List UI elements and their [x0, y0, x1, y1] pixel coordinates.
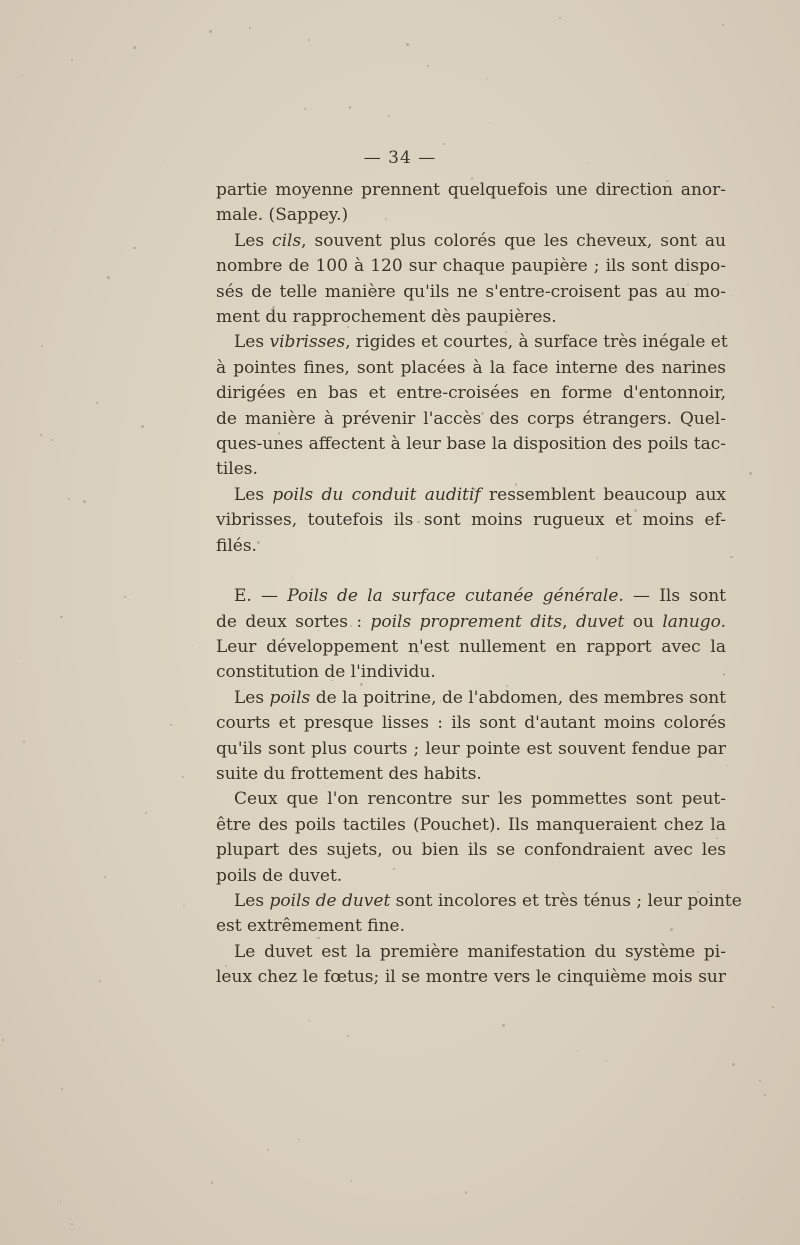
paper-speck	[249, 27, 251, 29]
text-line: est extrêmement fine.	[216, 916, 405, 937]
paper-speck	[298, 667, 300, 669]
paper-speck	[634, 509, 637, 512]
paper-speck	[182, 776, 184, 778]
paper-speck	[170, 724, 172, 726]
text-line: Le duvet est la première manifestation du système pi-	[234, 941, 726, 962]
text-line: qu'ils sont plus courts ; leur pointe est souvent fendue par	[216, 738, 726, 759]
paper-speck	[129, 599, 130, 600]
text-line: courts et presque lisses : ils sont d'autant moins colorés	[216, 713, 726, 734]
paper-speck	[351, 1180, 352, 1181]
text-line: suite du frottement des habits.	[216, 763, 482, 784]
paper-speck	[723, 673, 726, 676]
paragraph	[216, 787, 726, 889]
paper-speck	[2, 1039, 3, 1040]
paper-speck	[272, 306, 275, 309]
text-line: filés.	[216, 535, 257, 556]
paper-speck	[256, 441, 257, 442]
paper-speck	[41, 345, 43, 347]
paper-speck	[60, 1201, 62, 1203]
paper-speck	[772, 1006, 774, 1008]
paper-speck	[17, 663, 18, 664]
text-line: être des poils tactiles (Pouchet). Ils manqueraient chez la	[216, 814, 726, 835]
paper-speck	[298, 1139, 299, 1140]
paper-speck	[133, 46, 136, 49]
text-line: poils de duvet.	[216, 865, 343, 886]
text-line: Les vibrisses, rigides et courtes, à surface très inégale et	[234, 332, 728, 353]
paper-speck	[424, 345, 425, 346]
paper-speck	[559, 862, 560, 863]
paper-speck	[350, 625, 351, 626]
paper-speck	[68, 498, 70, 500]
paragraph	[216, 889, 742, 940]
paper-speck	[96, 402, 97, 403]
text-line: Les poils de duvet sont incolores et très ténus ; leur pointe	[234, 890, 742, 911]
paragraph	[216, 229, 726, 331]
paper-speck	[347, 1035, 349, 1037]
text-line: à pointes fines, sont placées à la face interne des narines	[216, 357, 726, 378]
paper-speck	[331, 680, 332, 681]
paper-speck	[225, 965, 227, 967]
text-line: vibrisses, toutefois ils sont moins rugueux et moins ef-	[216, 510, 726, 531]
paper-speck	[145, 812, 147, 814]
page-number: — 34 —	[363, 148, 437, 168]
paragraph	[216, 330, 726, 482]
paper-speck	[183, 905, 185, 907]
paper-speck	[141, 425, 144, 428]
paper-speck	[393, 868, 395, 870]
text-line: Les poils du conduit auditif ressemblent beaucoup aux	[234, 484, 726, 505]
paper-speck	[71, 59, 73, 61]
paper-speck	[559, 341, 562, 344]
paper-speck	[308, 1020, 309, 1021]
paper-speck	[267, 1149, 269, 1151]
text-line: plupart des sujets, ou bien ils se confondraient avec les	[216, 840, 726, 861]
paper-speck	[124, 596, 126, 598]
paper-speck	[749, 472, 752, 475]
text-line: leux chez le fœtus; il se montre vers le cinquième mois sur	[216, 967, 726, 988]
text-line: partie moyenne prennent quelquefois une direction anor-	[216, 180, 726, 200]
paper-speck	[22, 75, 24, 77]
paragraph	[216, 483, 726, 559]
paragraph	[216, 584, 726, 686]
text-line: dirigées en bas et entre-croisées en forme d'entonnoir,	[216, 383, 726, 404]
paper-speck	[742, 1198, 743, 1199]
paper-speck	[730, 556, 733, 559]
paper-speck	[427, 65, 429, 67]
paper-speck	[304, 108, 306, 110]
text-line: nombre de 100 à 120 sur chaque paupière ; ils sont dispo-	[216, 256, 726, 277]
body-text	[216, 178, 742, 991]
paper-speck	[222, 210, 224, 212]
text-line: Les cils, souvent plus colorés que les cheveux, sont au	[234, 230, 727, 251]
paper-speck	[388, 115, 390, 117]
paper-speck	[606, 1060, 608, 1062]
paper-speck	[292, 577, 293, 578]
text-line: male. (Sappey.)	[216, 205, 349, 226]
paper-speck	[40, 434, 41, 435]
paper-speck	[502, 1024, 505, 1027]
text-line: Les poils de la poitrine, de l'abdomen, des membres sont	[234, 687, 726, 708]
paper-speck	[83, 500, 86, 503]
paper-speck	[385, 218, 387, 220]
paper-speck	[192, 645, 194, 647]
paper-speck	[209, 30, 212, 33]
paper-speck	[61, 1088, 63, 1090]
paper-speck	[465, 1191, 467, 1193]
paper-speck	[764, 1094, 766, 1096]
paper-speck	[99, 980, 101, 982]
paper-speck	[538, 799, 540, 801]
text-line: Ceux que l'on rencontre sur les pommettes sont peut-	[234, 789, 726, 810]
paper-speck	[722, 24, 724, 26]
text-line: sés de telle manière qu'ils ne s'entre-croisent pas au mo-	[216, 281, 726, 302]
paper-speck	[130, 1, 131, 2]
text-line: ment du rapprochement dès paupières.	[216, 307, 557, 328]
text-line: ques-unes affectent à leur base la disposition des poils tac-	[216, 434, 726, 455]
paper-speck	[732, 295, 733, 296]
text-line: tiles.	[216, 459, 258, 480]
paper-speck	[618, 620, 621, 623]
paper-speck	[211, 1181, 213, 1183]
paper-speck	[732, 1063, 735, 1066]
text-line: constitution de l'individu.	[216, 662, 436, 683]
paper-speck	[54, 230, 55, 231]
paragraph	[216, 940, 726, 991]
paper-speck	[23, 741, 25, 743]
text-line: E. — Poils de la surface cutanée générale. — Ils sont	[234, 586, 727, 607]
paper-speck	[406, 43, 409, 46]
paper-speck	[576, 1051, 577, 1052]
paragraph	[216, 686, 726, 788]
paper-speck	[417, 651, 419, 653]
paper-speck	[60, 616, 62, 618]
paper-speck	[585, 377, 586, 378]
text-line: de manière à prévenir l'accès des corps étrangers. Quel-	[216, 408, 726, 429]
paper-speck	[349, 106, 352, 109]
paper-speck	[486, 78, 488, 80]
paragraph	[216, 178, 726, 229]
paper-speck	[443, 143, 445, 145]
paper-speck	[261, 190, 263, 192]
paper-speck	[71, 1223, 73, 1225]
paper-speck	[489, 123, 490, 124]
paper-speck	[360, 683, 362, 685]
paper-speck	[279, 396, 281, 398]
paper-speck	[257, 541, 260, 544]
text-line: de deux sortes : poils proprement dits, duvet ou lanugo.	[216, 611, 727, 632]
paper-speck	[727, 765, 728, 766]
paper-speck	[104, 876, 106, 878]
paper-speck	[308, 39, 309, 40]
paper-speck	[670, 928, 673, 931]
paper-speck	[372, 292, 375, 295]
paper-speck	[347, 326, 349, 328]
paper-speck	[759, 1080, 761, 1082]
paper-speck	[107, 276, 109, 278]
paper-speck	[133, 247, 135, 249]
paper-speck	[559, 17, 561, 19]
paper-speck	[51, 439, 53, 441]
text-line: Leur développement n'est nullement en rapport avec la	[216, 636, 726, 657]
